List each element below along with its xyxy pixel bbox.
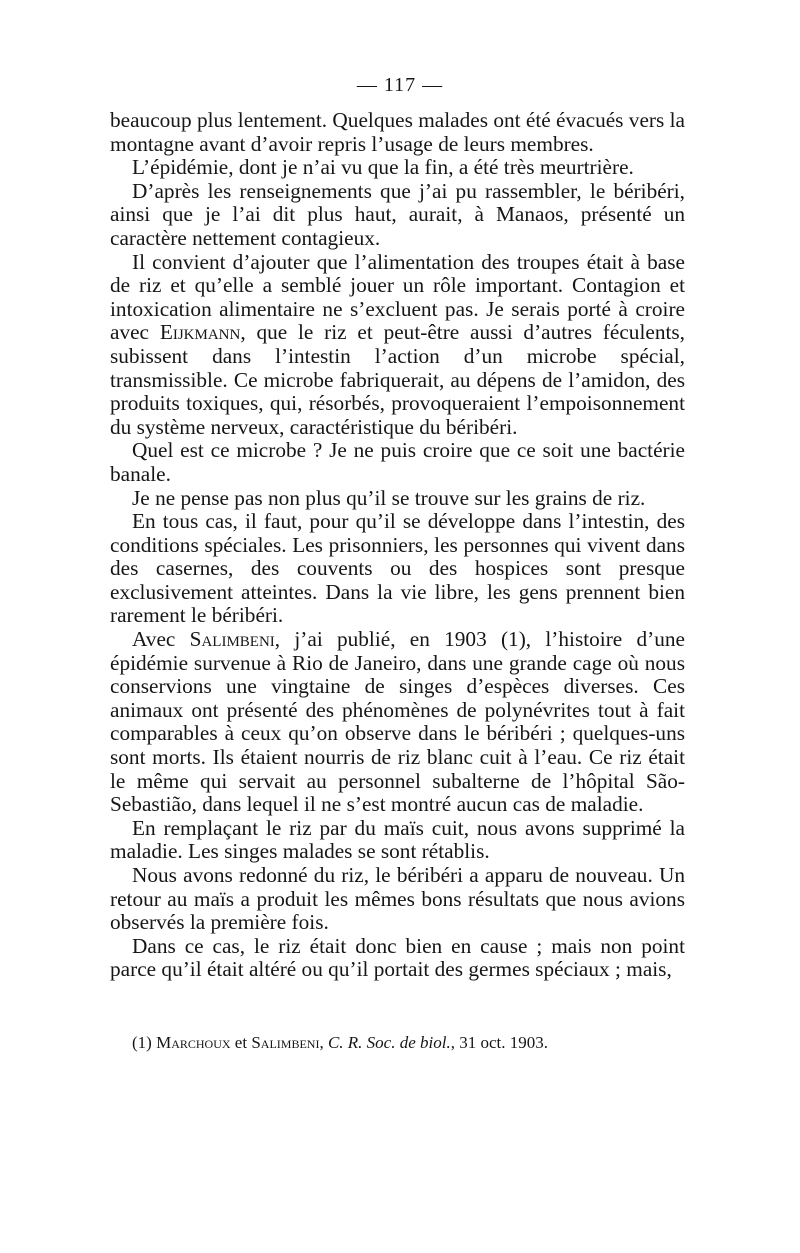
paragraph-2: L’épidémie, dont je n’ai vu que la fin, a été très meurtrière. <box>132 155 634 180</box>
paragraph-7: En tous cas, il faut, pour qu’il se développe dans l’intestin, des conditions spéciales. Les prisonniers, les personnes qui vivent dans des casernes, des couvents ou des hospices sont presque exclusivement atteintes. Dans la vie libre, les gens prennent bien rarement le béribéri. <box>110 509 685 628</box>
footnote-author-marchoux: Marchoux <box>156 1033 231 1052</box>
footnote-separator: , <box>319 1033 328 1052</box>
paragraph-3: D’après les renseignements que j’ai pu rassembler, le béribéri, ainsi que je l’ai dit plus haut, aurait, à Manaos, présenté un caractère nettement contagieux. <box>110 178 685 250</box>
paragraph-8 <box>110 628 685 817</box>
paragraph-9: En remplaçant le riz par du maïs cuit, nous avons supprimé la maladie. Les singes malades se sont rétablis. <box>110 815 685 864</box>
paragraph-4-text-end: , que le riz et peut-être aussi d’autres féculents, subissent dans l’intestin l’action d’un microbe spécial, transmissible. Ce microbe fabriquerait, au dépens de l’amidon, des produits toxiques, qui, résorbés, provoqueraient l’empoisonnement du système nerveux, caractéristique du béribéri. <box>110 320 685 439</box>
paragraph-4 <box>110 251 685 440</box>
paragraph-8-text-start: Avec <box>132 627 190 652</box>
footnote-date: , 31 oct. 1903. <box>450 1033 548 1052</box>
body-text <box>110 109 685 982</box>
paragraph-1: beaucoup plus lentement. Quelques malades ont été évacués vers la montagne avant d’avoir repris l’usage de leurs membres. <box>110 108 685 156</box>
footnote-connector: et <box>230 1033 252 1052</box>
paragraph-5: Quel est ce microbe ? Je ne puis croire que ce soit une bactérie banale. <box>110 438 685 486</box>
paragraph-8-text-end: , j’ai publié, en 1903 (1), l’histoire d’une épidémie survenue à Rio de Janeiro, dans une grande cage où nous conservions une vingtaine de singes d’espèces diverses. Ces animaux ont présenté des phénomènes de polynévrites tout à fait comparables à ceux qu’on observe dans le béribéri ; quelques-uns sont morts. Ils étaient nourris de riz blanc cuit à l’eau. Ce riz était le même qui servait au personnel subalterne de l’hôpital São-Sebastião, dans lequel il ne s’est montré aucun cas de maladie. <box>110 627 685 817</box>
paragraph-10: Nous avons redonné du riz, le béribéri a apparu de nouveau. Un retour au maïs a produit les mêmes bons résultats que nous avions observés la première fois. <box>110 863 685 935</box>
footnote <box>132 1032 692 1054</box>
footnote-marker: (1) <box>132 1033 157 1052</box>
footnote-author-salimbeni: Salimbeni <box>251 1033 320 1052</box>
author-name-eijkmann: Eijkmann <box>159 320 241 345</box>
page-number: — 117 — <box>356 74 444 96</box>
author-name-salimbeni: Salimbeni <box>189 627 275 652</box>
paragraph-4-text-start: Il convient d’ajouter que l’alimentation des troupes était à base de riz et qu’elle a semblé jouer un rôle important. Contagion et intoxication alimentaire ne s’excluent pas. Je serais porté à croire avec <box>110 249 685 345</box>
paragraph-11: Dans ce cas, le riz était donc bien en cause ; mais non point parce qu’il était altéré ou qu’il portait des germes spéciaux ; mais, <box>110 933 685 982</box>
paragraph-6: Je ne pense pas non plus qu’il se trouve sur les grains de riz. <box>132 485 646 510</box>
footnote-journal: C. R. Soc. de biol. <box>327 1033 451 1052</box>
